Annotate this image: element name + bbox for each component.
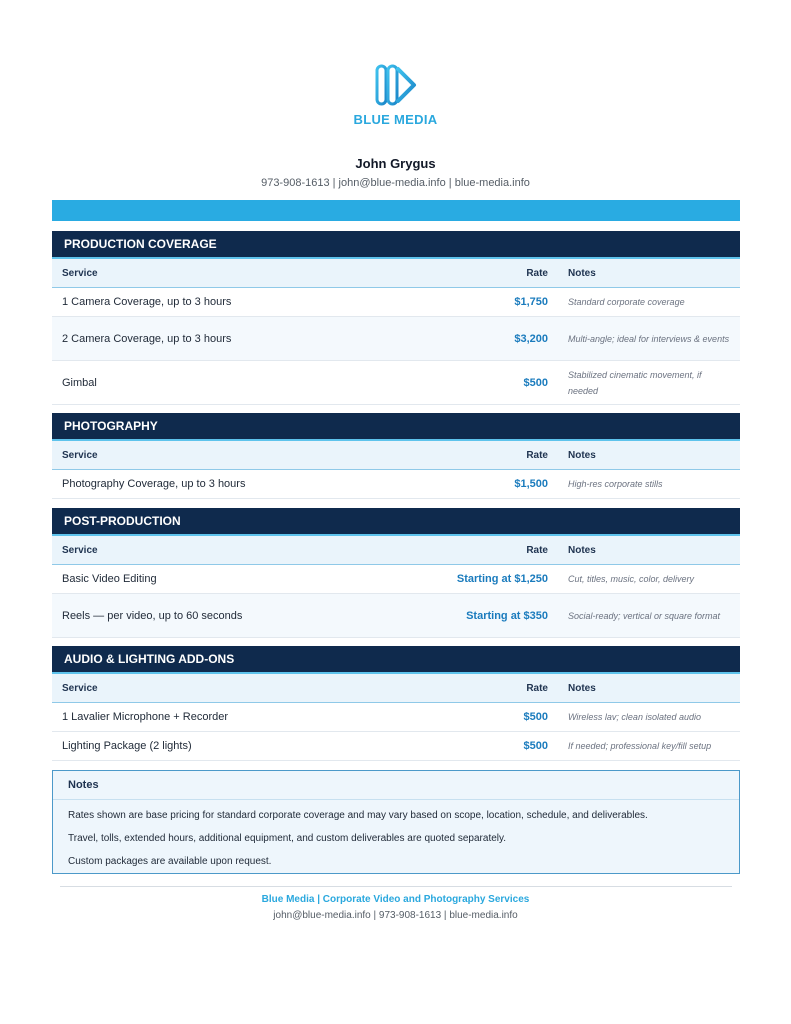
play-ring-logo-icon	[374, 60, 418, 110]
rate-cell: $1,750	[514, 296, 548, 308]
rate-cell: Starting at $1,250	[456, 573, 548, 585]
table-row	[52, 361, 740, 405]
notes-cell: Standard corporate coverage	[568, 297, 685, 307]
notes-cell: High-res corporate stills	[568, 479, 663, 489]
section-title: PRODUCTION COVERAGE	[52, 231, 740, 259]
table-header	[52, 259, 740, 288]
table-row	[52, 565, 740, 594]
notes-line: Travel, tolls, extended hours, additional equipment, and custom deliverables are quoted separately.	[68, 833, 507, 844]
service-cell: Basic Video Editing	[62, 573, 157, 585]
service-cell: 2 Camera Coverage, up to 3 hours	[62, 332, 232, 345]
notes-line: Custom packages are available upon request.	[68, 856, 272, 867]
column-rate: Rate	[526, 449, 548, 461]
notes-box	[52, 770, 740, 874]
rate-cell: $500	[523, 711, 548, 723]
notes-cell: Cut, titles, music, color, delivery	[568, 574, 695, 584]
logo-text: BLUE MEDIA	[353, 112, 438, 127]
section-title: POST-PRODUCTION	[52, 508, 740, 536]
service-cell: Gimbal	[62, 376, 97, 389]
rate-cell: $3,200	[514, 332, 548, 345]
section-post-production	[52, 508, 740, 638]
rate-cell: $500	[523, 740, 548, 752]
contact-details: 973-908-1613 | john@blue-media.info | blue-media.info	[261, 177, 530, 189]
notes-line: Rates shown are base pricing for standard corporate coverage and may vary based on scope, location, schedule, and deliverables.	[68, 810, 648, 821]
section-title: AUDIO & LIGHTING ADD-ONS	[52, 646, 740, 674]
column-service: Service	[62, 449, 98, 461]
table-row	[52, 288, 740, 317]
column-notes: Notes	[568, 267, 596, 279]
service-cell: Lighting Package (2 lights)	[62, 740, 192, 752]
table-row	[52, 594, 740, 638]
section-production-coverage	[52, 231, 740, 405]
contact-block	[0, 156, 791, 189]
rate-cell: Starting at $350	[466, 609, 548, 622]
footer-contact: john@blue-media.info | 973-908-1613 | blue-media.info	[273, 910, 518, 921]
accent-bar	[52, 200, 740, 221]
table-header	[52, 441, 740, 470]
column-notes: Notes	[568, 544, 596, 556]
section-photography	[52, 413, 740, 499]
service-cell: 1 Camera Coverage, up to 3 hours	[62, 296, 232, 308]
section-title: PHOTOGRAPHY	[52, 413, 740, 441]
column-service: Service	[62, 544, 98, 556]
notes-cell: If needed; professional key/fill setup	[568, 741, 712, 751]
footer-tagline: Blue Media | Corporate Video and Photography Services	[261, 894, 530, 905]
table-row	[52, 470, 740, 499]
notes-cell: Wireless lav; clean isolated audio	[568, 712, 701, 722]
table-row	[52, 732, 740, 761]
notes-title: Notes	[53, 771, 739, 800]
logo	[0, 60, 791, 127]
notes-cell: Social-ready; vertical or square format	[568, 610, 721, 621]
footer-divider	[60, 886, 732, 887]
footer	[0, 894, 791, 921]
notes-cell: Stabilized cinematic movement, if needed	[568, 369, 702, 396]
column-service: Service	[62, 267, 98, 279]
table-header	[52, 536, 740, 565]
column-service: Service	[62, 682, 98, 694]
table-row	[52, 317, 740, 361]
service-cell: Photography Coverage, up to 3 hours	[62, 478, 246, 490]
notes-cell: Multi-angle; ideal for interviews & events	[568, 333, 730, 344]
column-rate: Rate	[526, 267, 548, 279]
service-cell: 1 Lavalier Microphone + Recorder	[62, 711, 229, 723]
rate-cell: $1,500	[514, 478, 548, 490]
table-header	[52, 674, 740, 703]
column-notes: Notes	[568, 449, 596, 461]
service-cell: Reels — per video, up to 60 seconds	[62, 609, 243, 622]
rate-cell: $500	[523, 376, 548, 389]
contact-name: John Grygus	[355, 156, 436, 171]
column-rate: Rate	[526, 682, 548, 694]
column-notes: Notes	[568, 682, 596, 694]
column-rate: Rate	[526, 544, 548, 556]
table-row	[52, 703, 740, 732]
section-audio-lighting	[52, 646, 740, 761]
